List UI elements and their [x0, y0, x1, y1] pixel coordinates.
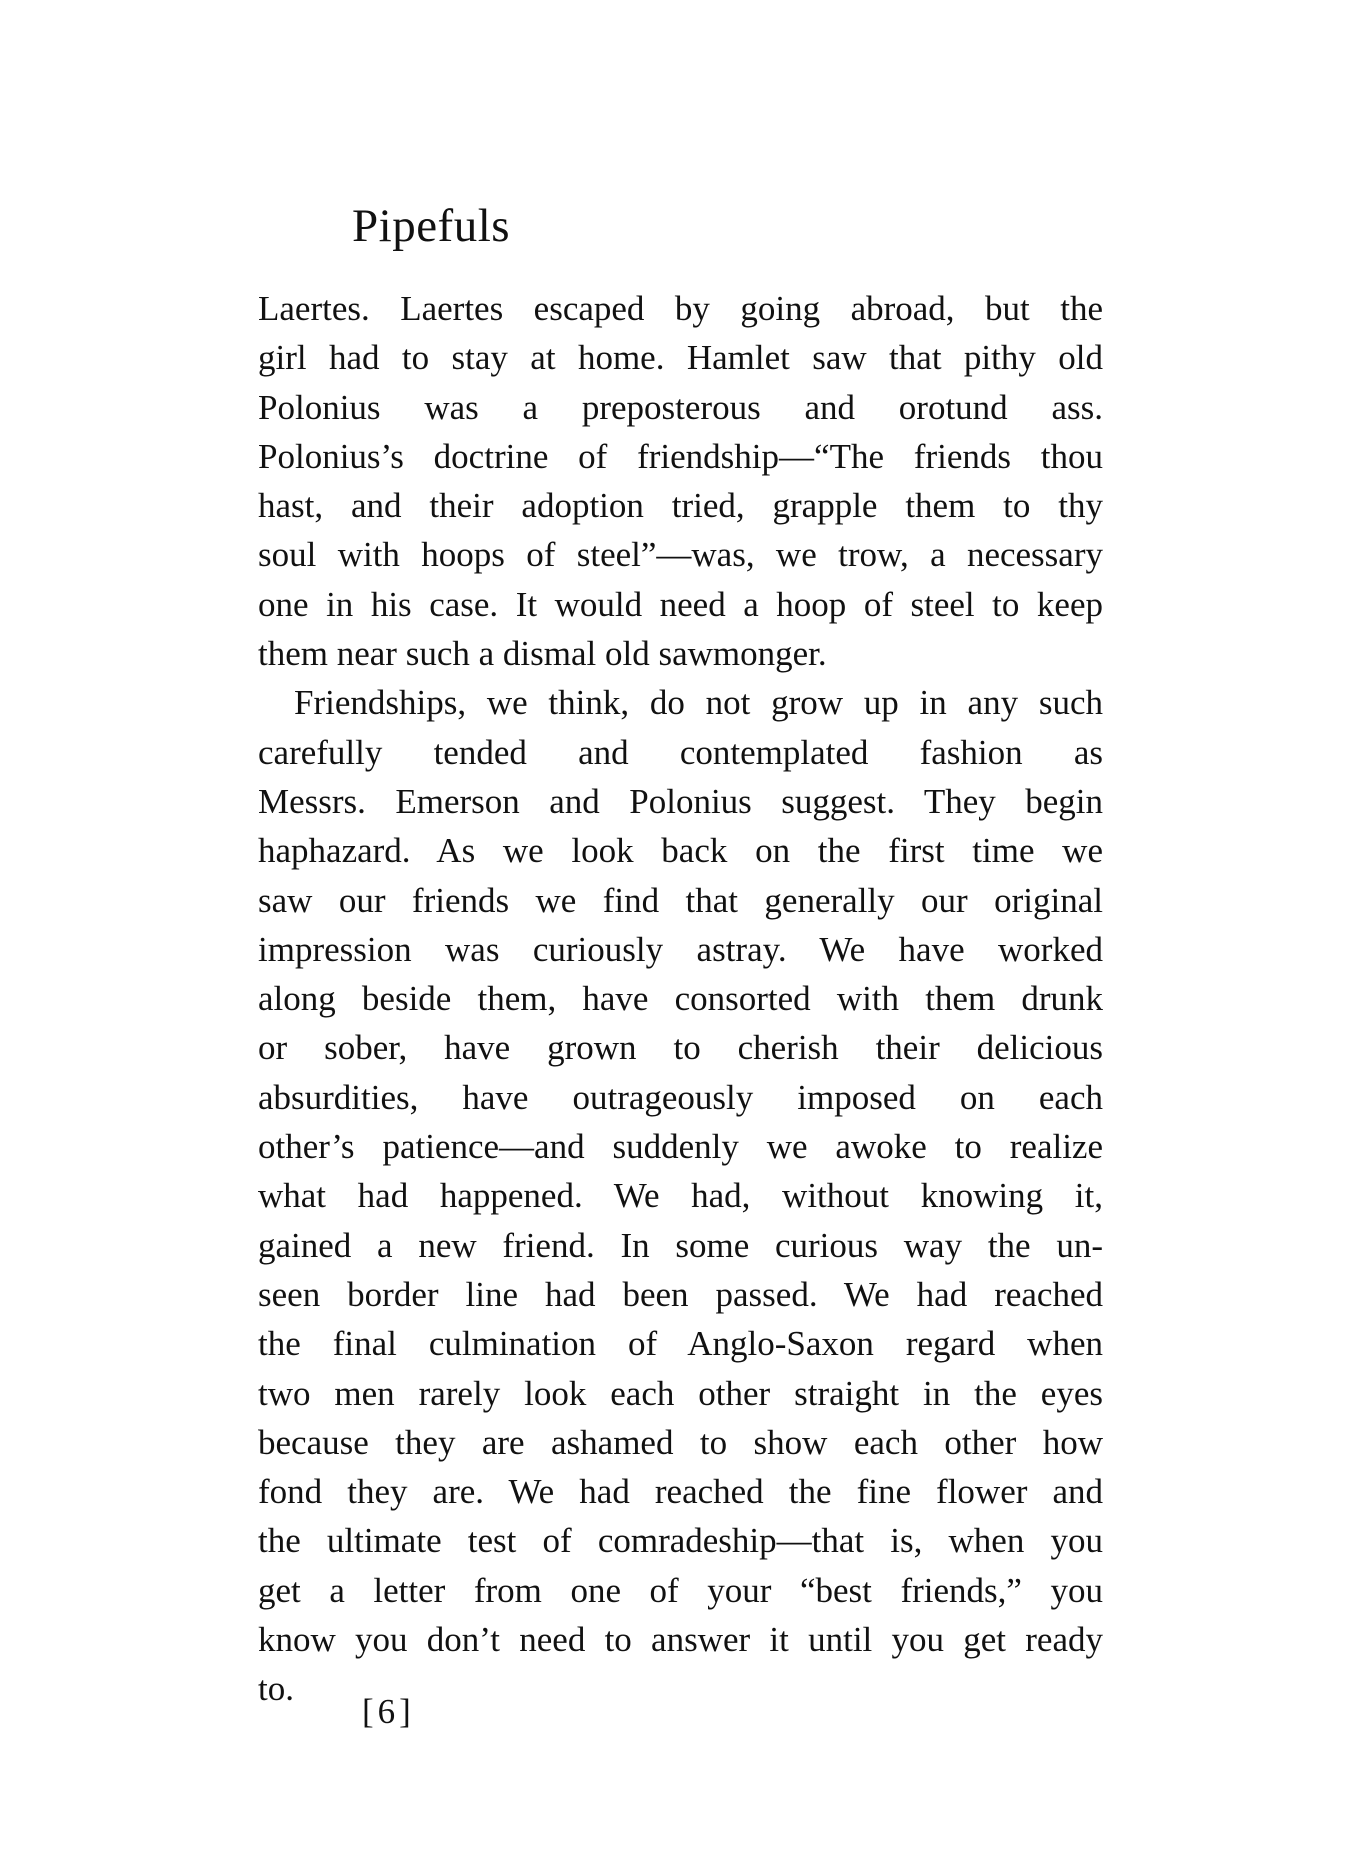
text-line: Messrs. Emerson and Polonius suggest. They begin	[258, 781, 1103, 821]
text-line: hast, and their adoption tried, grapple them to thy	[258, 486, 1103, 526]
text-line: them near such a dismal old sawmonger.	[258, 634, 827, 674]
text-line: seen border line had been passed. We had reached	[258, 1274, 1103, 1314]
paragraph-1	[258, 284, 1103, 678]
text-line: Polonius was a preposterous and orotund ass.	[258, 387, 1103, 427]
text-line: the final culmination of Anglo-Saxon regard when	[258, 1324, 1103, 1364]
text-line: carefully tended and contemplated fashion as	[258, 732, 1103, 772]
body-text	[258, 284, 1103, 1714]
text-line: Polonius’s doctrine of friendship—“The friends thou	[258, 436, 1103, 476]
text-line: saw our friends we find that generally our original	[258, 880, 1103, 920]
text-line: fond they are. We had reached the fine flower and	[258, 1472, 1103, 1512]
text-line: other’s patience—and suddenly we awoke to realize	[258, 1127, 1103, 1167]
text-line: soul with hoops of steel”—was, we trow, a necessary	[258, 535, 1103, 575]
text-line: because they are ashamed to show each other how	[258, 1422, 1103, 1462]
text-line: one in his case. It would need a hoop of steel to keep	[258, 584, 1103, 624]
page-number: [6]	[362, 1692, 415, 1731]
text-line: Laertes. Laertes escaped by going abroad, but the	[258, 289, 1103, 328]
text-line: or sober, have grown to cherish their delicious	[258, 1028, 1103, 1068]
text-line: two men rarely look each other straight in the eyes	[258, 1373, 1103, 1413]
text-line: along beside them, have consorted with them drunk	[258, 979, 1103, 1019]
text-line: gained a new friend. In some curious way the un-	[258, 1225, 1103, 1265]
paragraph-2	[258, 678, 1103, 1713]
text-line: what had happened. We had, without knowing it,	[258, 1176, 1103, 1216]
running-title: Pipefuls	[352, 200, 511, 252]
text-line: the ultimate test of comradeship—that is, when you	[258, 1521, 1103, 1561]
text-line: haphazard. As we look back on the first time we	[258, 831, 1103, 871]
text-line: know you don’t need to answer it until you get ready	[258, 1620, 1103, 1660]
text-line: girl had to stay at home. Hamlet saw that pithy old	[258, 338, 1103, 378]
text-line: to.	[258, 1669, 294, 1709]
text-line: impression was curiously astray. We have worked	[258, 929, 1103, 969]
text-line: Friendships, we think, do not grow up in any such	[294, 683, 1103, 723]
text-line: absurdities, have outrageously imposed on each	[258, 1077, 1103, 1117]
text-line: get a letter from one of your “best friends,” you	[258, 1570, 1103, 1610]
